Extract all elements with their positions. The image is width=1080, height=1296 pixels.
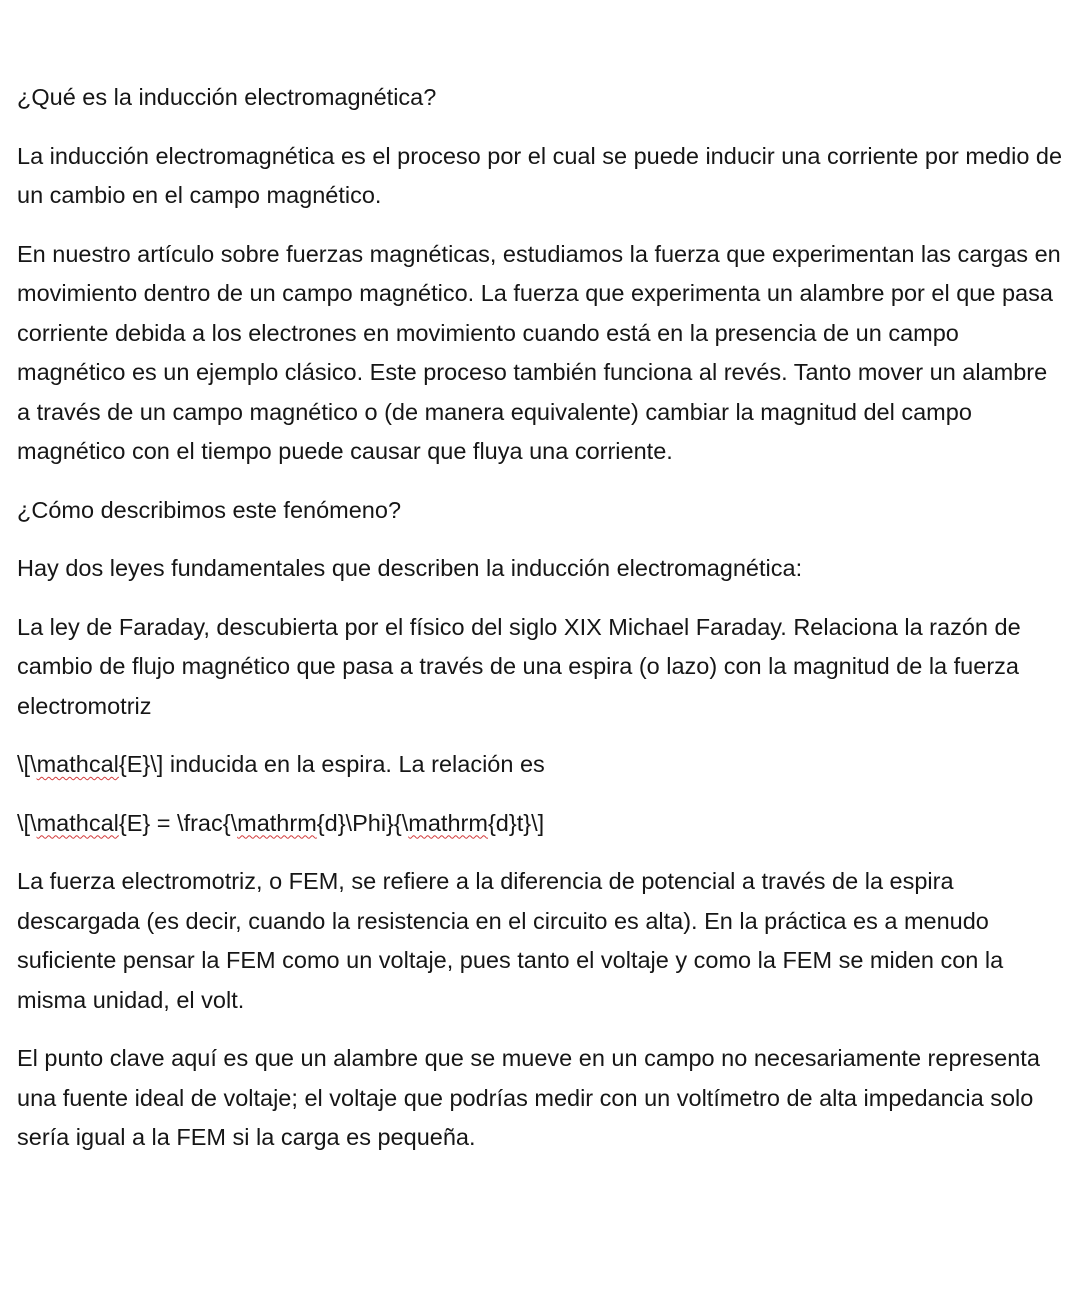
latex-text: {d}t}\]: [487, 809, 545, 836]
paragraph-emf-definition: La fuerza electromotriz, o FEM, se refiere a la diferencia de potencial a través de la espira descargada (es decir, cuando la resistencia en el circuito es alta). En la práctica es a menudo suficiente pensar la FEM como un voltaje, pues tanto el voltaje y como la FEM se miden con la misma unidad, el volt.: [17, 868, 1004, 1013]
section-heading-what-is-induction: ¿Qué es la inducción electromagnética?: [17, 84, 437, 110]
latex-text: \[\: [17, 751, 37, 777]
spellcheck-word[interactable]: mathrm: [408, 809, 488, 836]
spellcheck-word[interactable]: mathcal: [36, 751, 119, 777]
section-heading-how-describe: ¿Cómo describimos este fenómeno?: [17, 496, 402, 523]
latex-text: \[\: [17, 809, 37, 836]
latex-text: {E}\] inducida en la espira. La relación es: [118, 751, 545, 777]
paragraph-two-laws: Hay dos leyes fundamentales que describen la inducción electromagnética:: [17, 555, 803, 581]
latex-line-faraday-equation: [17, 804, 1065, 844]
latex-text: {E} = \frac{\: [118, 809, 238, 836]
spellcheck-word[interactable]: mathrm: [237, 809, 317, 836]
paragraph-definition: La inducción electromagnética es el proceso por el cual se puede inducir una corriente por medio de un cambio en el campo magnético.: [17, 142, 1063, 208]
paragraph-magnetic-forces: En nuestro artículo sobre fuerzas magnéticas, estudiamos la fuerza que experimentan las cargas en movimiento dentro de un campo magnético. La fuerza que experimenta un alambre por el que pasa corriente debida a los electrones en movimiento cuando está en la presencia de un campo magnético es un ejemplo clásico. Este proceso también funciona al revés. Tanto mover un alambre a través de un campo magnético o (de manera equivalente) cambiar la magnitud del campo magnético con el tiempo puede causar que fluya una corriente.: [17, 240, 1061, 464]
paragraph-key-point: El punto clave aquí es que un alambre que se mueve en un campo no necesariamente representa una fuente ideal de voltaje; el voltaje que podrías medir con un voltímetro de alta impedancia solo sería igual a la FEM si la carga es pequeña.: [17, 1045, 1040, 1150]
paragraph-faraday-law: La ley de Faraday, descubierta por el físico del siglo XIX Michael Faraday. Relaciona la razón de cambio de flujo magnético que pasa a través de una espira (o lazo) con la magnitud de la fuerza electromotriz: [17, 613, 1021, 719]
latex-line-emf-induced: [17, 745, 1065, 785]
document-body: [17, 78, 1065, 1177]
latex-text: {d}\Phi}{\: [316, 809, 409, 836]
spellcheck-word[interactable]: mathcal: [36, 809, 119, 836]
